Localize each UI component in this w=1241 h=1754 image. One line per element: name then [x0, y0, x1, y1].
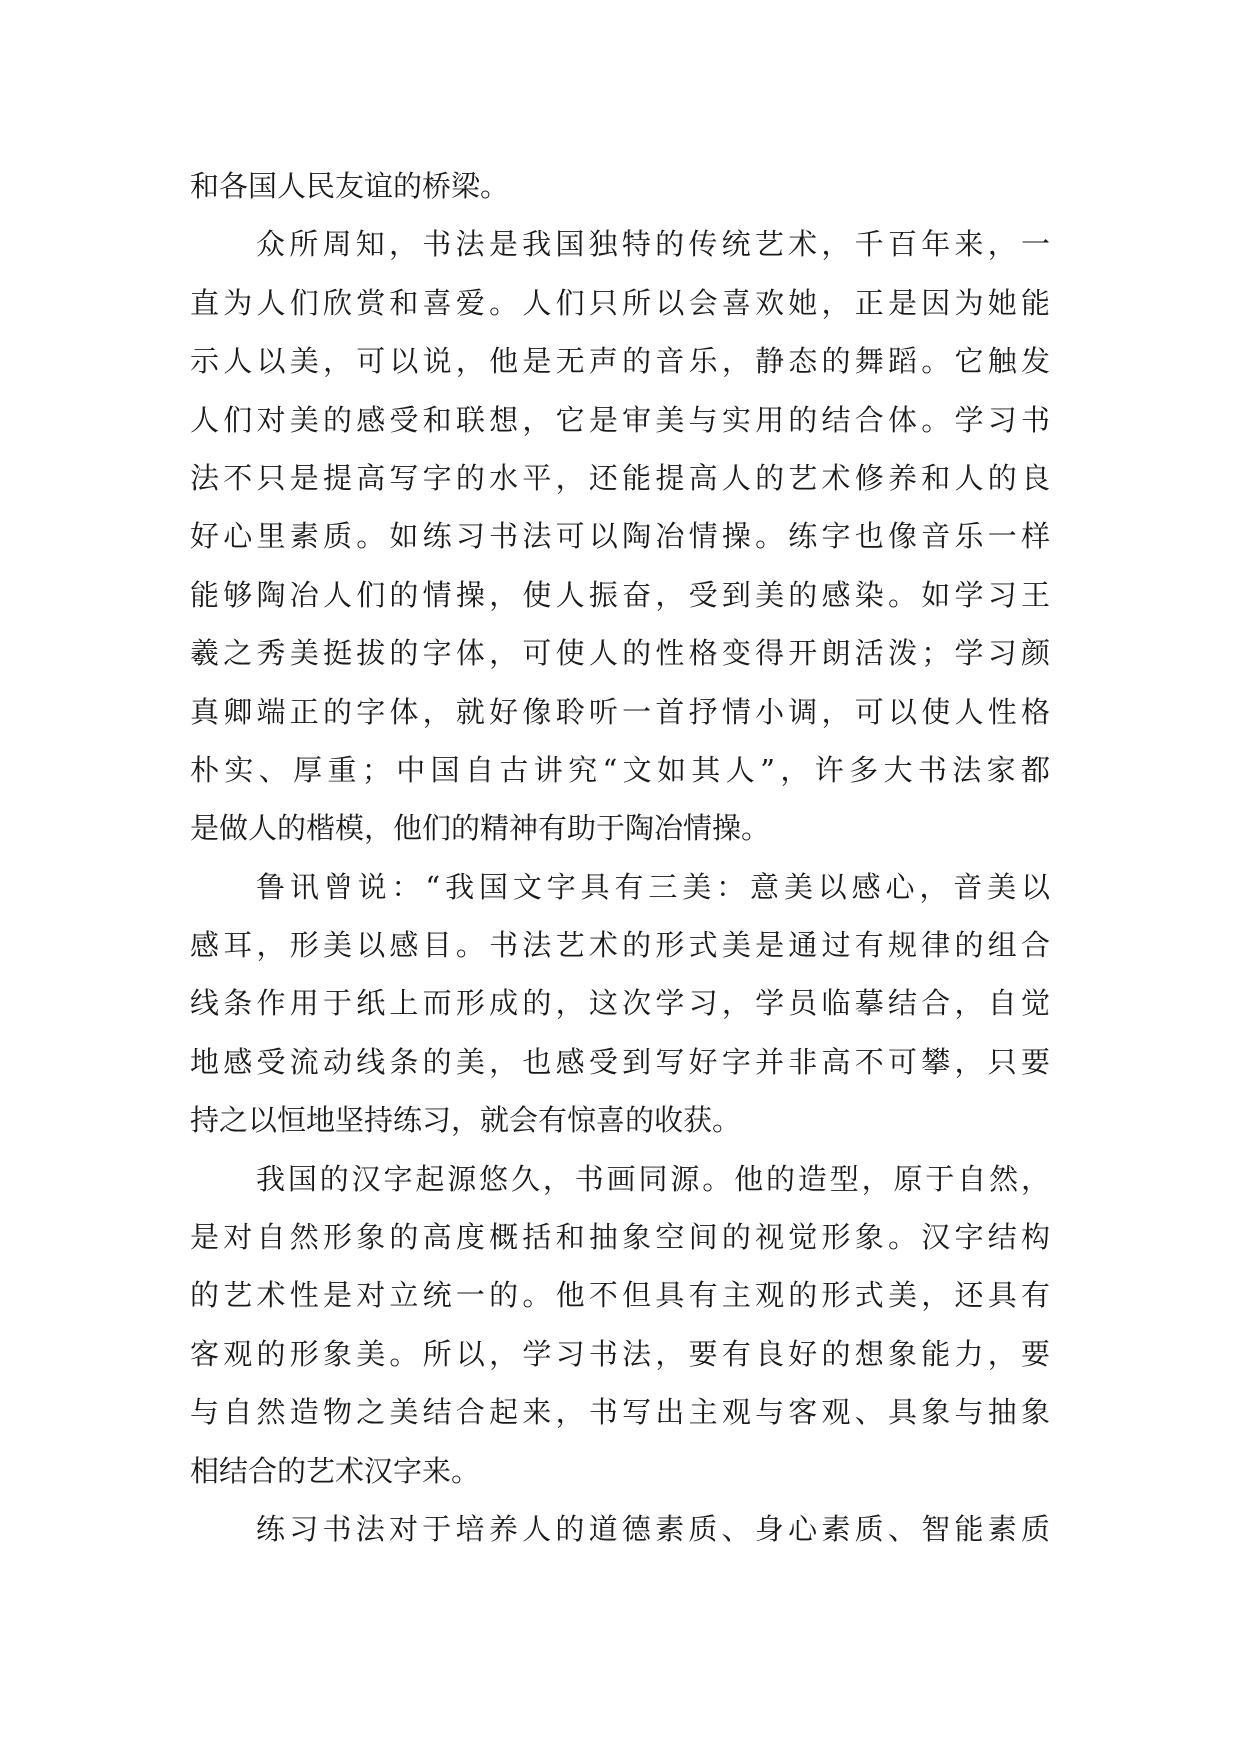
text-line: 能够陶冶人们的情操，使人振奋，受到美的感染。如学习王 — [190, 577, 1050, 612]
text-line: 是对自然形象的高度概括和抽象空间的视觉形象。汉字结构 — [190, 1220, 1050, 1255]
text-line: 持之以恒地坚持练习，就会有惊喜的收获。 — [190, 1103, 742, 1138]
text-line: 示人以美，可以说，他是无声的音乐，静态的舞蹈。它触发 — [190, 344, 1050, 379]
text-line: 人们对美的感受和联想，它是审美与实用的结合体。学习书 — [190, 402, 1050, 437]
text-line: 线条作用于纸上而形成的，这次学习，学员临摹结合，自觉 — [190, 986, 1050, 1021]
text-line: 和各国人民友谊的桥梁。 — [190, 169, 510, 203]
paragraph-first-line: 练习书法对于培养人的道德素质、身心素质、智能素质 — [256, 1511, 1050, 1546]
text-line: 与自然造物之美结合起来，书写出主观与客观、具象与抽象 — [190, 1395, 1050, 1430]
text-line: 羲之秀美挺拔的字体，可使人的性格变得开朗活泼；学习颜 — [190, 636, 1050, 671]
text-line: 的艺术性是对立统一的。他不但具有主观的形式美，还具有 — [190, 1278, 1050, 1313]
text-line: 朴实、厚重；中国自古讲究“文如其人”，许多大书法家都 — [190, 752, 1050, 787]
paragraph-first-line: 我国的汉字起源悠久，书画同源。他的造型，原于自然， — [256, 1161, 1050, 1196]
text-line: 真卿端正的字体，就好像聆听一首抒情小调，可以使人性格 — [190, 694, 1050, 729]
text-line: 客观的形象美。所以，学习书法，要有良好的想象能力，要 — [190, 1336, 1050, 1371]
text-line: 好心里素质。如练习书法可以陶冶情操。练字也像音乐一样 — [190, 519, 1050, 554]
text-line: 直为人们欣赏和喜爱。人们只所以会喜欢她，正是因为她能 — [190, 285, 1050, 320]
paragraph-first-line: 众所周知，书法是我国独特的传统艺术，千百年来，一 — [256, 227, 1050, 262]
text-line: 感耳，形美以感目。书法艺术的形式美是通过有规律的组合 — [190, 928, 1050, 963]
body-text — [190, 157, 1050, 1558]
text-line: 是做人的楷模，他们的精神有助于陶冶情操。 — [190, 811, 771, 846]
paragraph-first-line: 鲁讯曾说：“我国文字具有三美：意美以感心，音美以 — [256, 869, 1050, 904]
text-line: 地感受流动线条的美，也感受到写好字并非高不可攀，只要 — [190, 1044, 1050, 1079]
text-line: 法不只是提高写字的水平，还能提高人的艺术修养和人的良 — [190, 460, 1050, 495]
text-line: 相结合的艺术汉字来。 — [190, 1453, 481, 1488]
